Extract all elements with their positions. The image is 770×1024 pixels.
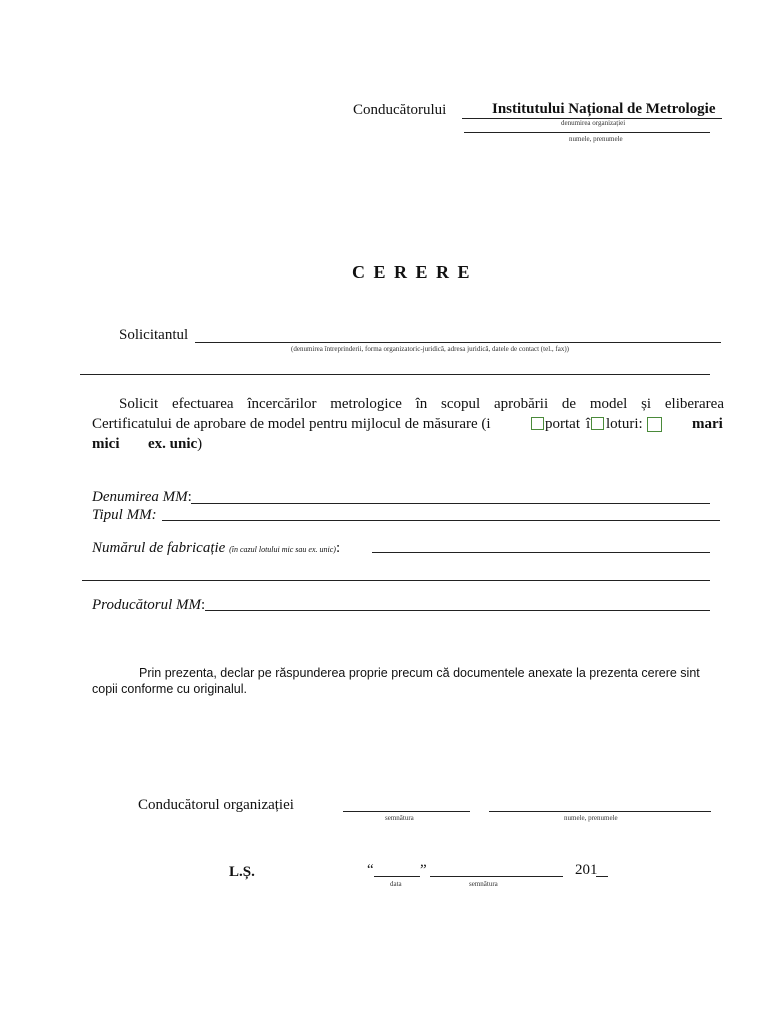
tipul-field[interactable] — [162, 520, 720, 521]
import-label: portat — [545, 416, 580, 432]
request-line-2-text: Certificatului de aprobare de model pentru mijlocul de măsurare (i — [92, 416, 491, 432]
declaration-line-2: copii conforme cu originalul. — [92, 682, 247, 696]
solicitant-label: Solicitantul — [119, 327, 189, 343]
producator-colon: : — [201, 597, 206, 613]
footer-signature-field[interactable] — [430, 876, 563, 877]
organization-name: Institutului Național de Metrologie — [492, 101, 716, 117]
name-caption: numele, prenumele — [569, 135, 623, 143]
tipul-label: Tipul MM: — [92, 507, 157, 523]
lots-checkbox[interactable] — [591, 417, 604, 430]
unit-label: ex. unic — [148, 436, 198, 452]
numarul-label — [92, 540, 340, 557]
request-line-1 — [92, 396, 724, 413]
year-field[interactable] — [596, 876, 608, 877]
signature-field[interactable] — [343, 811, 470, 812]
denumire-label — [92, 489, 192, 506]
small-label: mici — [92, 436, 120, 452]
in-label: î — [586, 416, 591, 432]
numarul-field[interactable] — [372, 552, 710, 553]
document-title: C E R E R E — [352, 262, 472, 282]
declaration-line-1: Prin prezenta, declar pe răspunderea proprie precum că documentele anexate la prezenta cerere sint — [139, 666, 700, 680]
denumire-field[interactable] — [191, 503, 710, 504]
denumire-colon: : — [187, 489, 192, 505]
unit-wrap — [148, 436, 202, 453]
large-lots-checkbox[interactable] — [647, 417, 662, 432]
producator-text: Producătorul MM — [92, 597, 202, 613]
close-paren: ) — [197, 436, 203, 452]
numarul-note: (în cazul lotului mic sau ex. unic) — [229, 545, 336, 554]
lots-label: loturi: — [606, 416, 643, 432]
signature-name-field[interactable] — [489, 811, 711, 812]
producator-label — [92, 597, 205, 614]
request-line-2 — [92, 416, 491, 433]
solicitant-field-line2[interactable] — [80, 374, 710, 375]
signature-name-caption: numele, prenumele — [564, 814, 618, 822]
numarul-colon: : — [335, 540, 341, 556]
name-line — [464, 132, 710, 133]
solicitant-field[interactable] — [195, 342, 721, 343]
solicitant-caption: (denumirea întreprinderii, forma organizatoric-juridică, adresa juridică, datele de contact (tel., fax)) — [291, 345, 569, 353]
request-line-1-text: Solicit efectuarea încercărilor metrologice în scopul aprobării de model și eliberarea — [119, 396, 724, 412]
close-quote: ” — [420, 862, 427, 878]
stamp-label: L.Ș. — [229, 864, 255, 880]
signature-caption: semnătura — [385, 814, 414, 822]
open-quote: “ — [367, 862, 374, 878]
import-checkbox[interactable] — [531, 417, 544, 430]
signature-label: Conducătorul organizației — [138, 797, 294, 813]
org-caption: denumirea organizației — [561, 119, 626, 127]
numarul-text: Numărul de fabricație — [92, 540, 226, 556]
producator-field[interactable] — [205, 610, 710, 611]
date-caption: data — [390, 880, 402, 888]
year-label: 201 — [575, 862, 598, 878]
header-label: Conducătorului — [353, 102, 447, 118]
large-label: mari — [692, 416, 723, 432]
numarul-field-line2[interactable] — [82, 580, 710, 581]
denumire-text: Denumirea MM — [92, 489, 188, 505]
date-field[interactable] — [374, 876, 420, 877]
footer-signature-caption: semnătura — [469, 880, 498, 888]
